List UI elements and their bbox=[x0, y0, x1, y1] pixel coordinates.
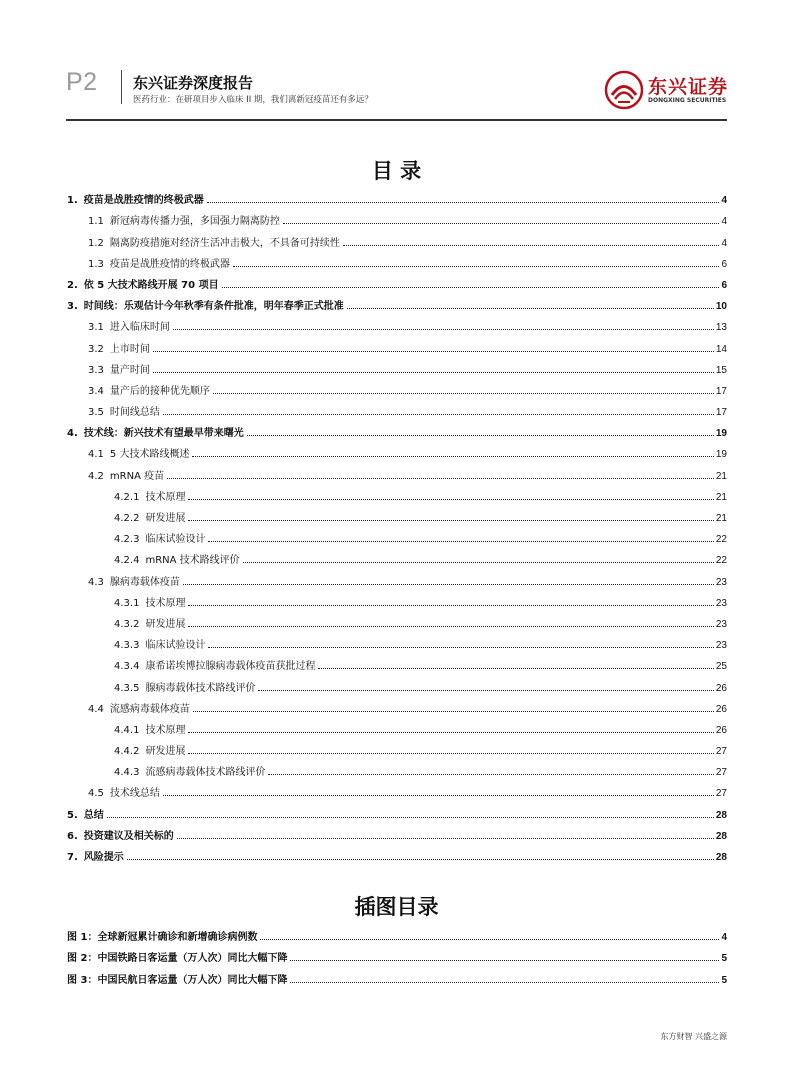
toc-entry-text: 上市时间 bbox=[109, 343, 150, 355]
toc-entry[interactable] bbox=[67, 355, 727, 376]
toc-entry[interactable] bbox=[67, 185, 727, 206]
figure-entry[interactable] bbox=[67, 921, 727, 943]
toc-entry[interactable] bbox=[67, 566, 727, 587]
toc-entry[interactable] bbox=[67, 609, 727, 630]
toc-entry-page: 23 bbox=[715, 640, 727, 652]
toc-entry-page: 17 bbox=[715, 407, 727, 419]
dot-leader bbox=[222, 287, 720, 288]
toc-entry-number: 4.3.5 bbox=[114, 682, 140, 694]
toc-entry[interactable] bbox=[67, 694, 727, 715]
toc-entry-page: 21 bbox=[715, 470, 727, 482]
dot-leader bbox=[260, 939, 719, 940]
dot-leader bbox=[343, 245, 720, 246]
toc-entry-page: 27 bbox=[715, 746, 727, 758]
toc-entry-text: 研发进展 bbox=[145, 618, 186, 630]
toc-entry-page: 22 bbox=[715, 534, 727, 546]
dot-leader bbox=[127, 859, 714, 860]
toc-entry-page: 4 bbox=[721, 195, 727, 207]
toc-entry[interactable] bbox=[67, 439, 727, 460]
toc-entry-text: 技术原理 bbox=[145, 597, 186, 609]
toc-entry-number: 3. bbox=[67, 301, 78, 313]
dot-leader bbox=[163, 795, 714, 796]
dot-leader bbox=[107, 817, 714, 818]
toc-entry[interactable] bbox=[67, 524, 727, 545]
toc-entry-page: 28 bbox=[715, 830, 727, 842]
toc-entry-number: 4.4.1 bbox=[114, 724, 140, 736]
toc-entry[interactable] bbox=[67, 778, 727, 799]
toc-entry[interactable] bbox=[67, 503, 727, 524]
dot-leader bbox=[188, 520, 713, 521]
toc-entry-text: mRNA 疫苗 bbox=[109, 470, 165, 482]
toc-entry-number: 3.1 bbox=[88, 322, 104, 334]
toc-entry[interactable] bbox=[67, 630, 727, 651]
toc-entry-text: 技术原理 bbox=[145, 724, 186, 736]
toc-entry-text: 腺病毒载体技术路线评价 bbox=[145, 682, 256, 694]
toc-entry-page: 27 bbox=[715, 788, 727, 800]
toc-entry-text: 依 5 大技术路线开展 70 项目 bbox=[83, 279, 219, 291]
dot-leader bbox=[188, 753, 713, 754]
toc-entry[interactable] bbox=[67, 291, 727, 312]
toc-entry-number: 5. bbox=[67, 809, 78, 821]
dot-leader bbox=[177, 838, 714, 839]
toc-entry-number: 4.4.2 bbox=[114, 746, 140, 758]
figure-entry-text: 图 2：中国铁路日客运量（万人次）同比大幅下降 bbox=[67, 953, 288, 964]
logo-emblem-icon bbox=[604, 70, 644, 110]
footer-slogan: 东方财智 兴盛之源 bbox=[660, 1032, 727, 1041]
toc-entry-page: 23 bbox=[715, 597, 727, 609]
dot-leader bbox=[208, 647, 713, 648]
figures-title: 插图目录 bbox=[354, 895, 439, 919]
table-of-contents bbox=[67, 185, 727, 863]
logo-text: 东兴证券 bbox=[648, 76, 729, 98]
toc-entry-text: 风险提示 bbox=[83, 852, 124, 863]
toc-entry-text: 临床试验设计 bbox=[145, 534, 206, 546]
toc-entry-text: 时间线总结 bbox=[109, 407, 160, 419]
toc-entry-page: 21 bbox=[715, 491, 727, 503]
figure-entry[interactable] bbox=[67, 964, 727, 986]
toc-entry-number: 4.3 bbox=[88, 576, 104, 588]
toc-entry-number: 2. bbox=[67, 279, 78, 291]
toc-entry-number: 1.3 bbox=[88, 258, 104, 270]
toc-entry-number: 4.2.2 bbox=[114, 513, 140, 524]
toc-entry-number: 3.2 bbox=[88, 343, 104, 355]
toc-entry-page: 15 bbox=[715, 364, 727, 376]
toc-entry[interactable] bbox=[67, 206, 727, 227]
toc-entry-text: 疫苗是战胜疫情的终极武器 bbox=[83, 195, 204, 207]
toc-entry-number: 4.3.2 bbox=[114, 618, 140, 630]
toc-entry-text: 投资建议及相关标的 bbox=[83, 830, 174, 842]
toc-entry-number: 4.2 bbox=[88, 470, 104, 482]
list-of-figures bbox=[67, 921, 727, 986]
toc-entry-text: 量产后的接种优先顺序 bbox=[109, 385, 210, 397]
toc-entry-text: 腺病毒载体疫苗 bbox=[109, 576, 180, 588]
toc-entry[interactable] bbox=[67, 545, 727, 566]
dot-leader bbox=[207, 202, 720, 203]
toc-entry-text: 隔离防疫措施对经济生活冲击极大，不具备可持续性 bbox=[109, 237, 340, 249]
toc-entry-number: 4. bbox=[67, 428, 78, 440]
figure-entry-page: 5 bbox=[721, 953, 727, 964]
toc-entry[interactable] bbox=[67, 821, 727, 842]
toc-entry-text: 新冠病毒传播力强，多国强力隔离防控 bbox=[109, 216, 280, 228]
dot-leader bbox=[290, 960, 719, 961]
toc-entry-text: 技术线：新兴技术有望最早带来曙光 bbox=[83, 428, 244, 440]
dot-leader bbox=[153, 351, 714, 352]
page-number: P2 bbox=[66, 68, 98, 96]
toc-entry-number: 7. bbox=[67, 852, 78, 863]
toc-entry-text: 总结 bbox=[83, 809, 104, 821]
toc-entry-number: 4.3.3 bbox=[114, 640, 140, 652]
figure-entry[interactable] bbox=[67, 943, 727, 965]
toc-entry-page: 6 bbox=[721, 258, 727, 270]
toc-entry-page: 26 bbox=[715, 703, 727, 715]
toc-entry[interactable] bbox=[67, 460, 727, 481]
toc-entry-number: 6. bbox=[67, 830, 78, 842]
dot-leader bbox=[318, 668, 713, 669]
toc-entry-number: 4.4 bbox=[88, 703, 104, 715]
toc-entry-page: 17 bbox=[715, 385, 727, 397]
toc-entry-number: 1.1 bbox=[88, 216, 104, 228]
toc-entry-number: 1. bbox=[67, 195, 78, 207]
toc-entry-page: 14 bbox=[715, 343, 727, 355]
toc-entry-page: 28 bbox=[715, 852, 727, 863]
dot-leader bbox=[188, 626, 713, 627]
dot-leader bbox=[268, 774, 713, 775]
toc-entry-page: 4 bbox=[721, 237, 727, 249]
page-header bbox=[0, 0, 793, 125]
toc-entry[interactable] bbox=[67, 227, 727, 248]
toc-entry-number: 4.1 bbox=[88, 449, 104, 461]
toc-entry-text: 康希诺埃博拉腺病毒载体疫苗获批过程 bbox=[145, 661, 316, 673]
dot-leader bbox=[188, 499, 713, 500]
toc-entry[interactable] bbox=[67, 482, 727, 503]
toc-entry-text: 流感病毒载体疫苗 bbox=[109, 703, 190, 715]
toc-entry-text: 临床试验设计 bbox=[145, 640, 206, 652]
toc-entry-page: 19 bbox=[715, 449, 727, 461]
dot-leader bbox=[247, 435, 714, 436]
toc-entry-page: 21 bbox=[715, 513, 727, 524]
toc-entry-text: 研发进展 bbox=[145, 513, 186, 524]
toc-entry-page: 19 bbox=[715, 428, 727, 440]
dot-leader bbox=[258, 690, 713, 691]
toc-entry-text: 时间线：乐观估计今年秋季有条件批准，明年春季正式批准 bbox=[83, 301, 344, 313]
toc-entry-page: 26 bbox=[715, 724, 727, 736]
logo-subtext: DONGXING SECURITIES bbox=[648, 97, 727, 104]
toc-entry-page: 13 bbox=[715, 322, 727, 334]
toc-entry-number: 4.2.3 bbox=[114, 534, 140, 546]
toc-entry-number: 3.4 bbox=[88, 385, 104, 397]
toc-entry-number: 4.2.1 bbox=[114, 491, 140, 503]
toc-entry-number: 4.2.4 bbox=[114, 555, 140, 567]
dot-leader bbox=[213, 393, 714, 394]
toc-entry-page: 26 bbox=[715, 682, 727, 694]
toc-title: 目 录 bbox=[371, 159, 422, 183]
dot-leader bbox=[188, 605, 713, 606]
dot-leader bbox=[188, 732, 713, 733]
dot-leader bbox=[167, 478, 714, 479]
dot-leader bbox=[173, 329, 714, 330]
report-title: 东兴证券深度报告 bbox=[133, 74, 254, 92]
figure-entry-page: 4 bbox=[721, 931, 727, 943]
dot-leader bbox=[192, 456, 713, 457]
toc-entry[interactable] bbox=[67, 842, 727, 863]
figure-entry-text: 图 3：中国民航日客运量（万人次）同比大幅下降 bbox=[67, 974, 288, 986]
toc-entry[interactable] bbox=[67, 651, 727, 672]
toc-entry[interactable] bbox=[67, 715, 727, 736]
dot-leader bbox=[243, 562, 714, 563]
toc-entry[interactable] bbox=[67, 736, 727, 757]
toc-entry-number: 4.5 bbox=[88, 788, 104, 800]
toc-entry[interactable] bbox=[67, 376, 727, 397]
toc-entry-text: 进入临床时间 bbox=[109, 322, 170, 334]
figure-entry-text: 图 1：全球新冠累计确诊和新增确诊病例数 bbox=[67, 931, 258, 943]
report-subtitle: 医药行业：在研项目步入临床 II 期，我们离新冠疫苗还有多远？ bbox=[133, 95, 373, 105]
toc-entry-text: 5 大技术路线概述 bbox=[109, 449, 190, 461]
figure-entry-page: 5 bbox=[721, 974, 727, 986]
toc-entry-page: 28 bbox=[715, 809, 727, 821]
toc-entry[interactable] bbox=[67, 757, 727, 778]
toc-entry-page: 23 bbox=[715, 576, 727, 588]
toc-entry-page: 4 bbox=[721, 216, 727, 228]
toc-entry-number: 4.3.4 bbox=[114, 661, 140, 673]
dot-leader bbox=[208, 541, 713, 542]
dot-leader bbox=[290, 982, 719, 983]
toc-entry[interactable] bbox=[67, 397, 727, 418]
dot-leader bbox=[193, 711, 714, 712]
toc-entry[interactable] bbox=[67, 588, 727, 609]
toc-entry-number: 4.4.3 bbox=[114, 767, 140, 779]
toc-entry-number: 1.2 bbox=[88, 237, 104, 249]
dot-leader bbox=[283, 223, 720, 224]
header-divider bbox=[121, 70, 122, 104]
dot-leader bbox=[347, 308, 714, 309]
toc-entry[interactable] bbox=[67, 312, 727, 333]
toc-entry[interactable] bbox=[67, 799, 727, 820]
toc-entry[interactable] bbox=[67, 249, 727, 270]
dot-leader bbox=[183, 584, 714, 585]
toc-entry[interactable] bbox=[67, 418, 727, 439]
toc-entry-number: 4.3.1 bbox=[114, 597, 140, 609]
toc-entry-page: 27 bbox=[715, 767, 727, 779]
toc-entry-text: 研发进展 bbox=[145, 746, 186, 758]
toc-entry-text: mRNA 技术路线评价 bbox=[145, 555, 240, 567]
header-rule bbox=[66, 119, 727, 121]
toc-entry-text: 量产时间 bbox=[109, 364, 150, 376]
dot-leader bbox=[163, 414, 714, 415]
toc-entry-text: 技术线总结 bbox=[109, 788, 160, 800]
toc-entry-number: 3.5 bbox=[88, 407, 104, 419]
toc-entry-text: 疫苗是战胜疫情的终极武器 bbox=[109, 258, 230, 270]
toc-entry-page: 25 bbox=[715, 661, 727, 673]
toc-entry[interactable] bbox=[67, 333, 727, 354]
toc-entry-text: 技术原理 bbox=[145, 491, 186, 503]
toc-entry-page: 10 bbox=[715, 301, 727, 313]
toc-entry[interactable] bbox=[67, 672, 727, 693]
toc-entry-number: 3.3 bbox=[88, 364, 104, 376]
toc-entry-page: 6 bbox=[721, 279, 727, 291]
toc-entry-page: 23 bbox=[715, 618, 727, 630]
dot-leader bbox=[233, 266, 720, 267]
toc-entry[interactable] bbox=[67, 270, 727, 291]
company-logo bbox=[604, 70, 728, 110]
toc-entry-text: 流感病毒载体技术路线评价 bbox=[145, 767, 266, 779]
toc-entry-page: 22 bbox=[715, 555, 727, 567]
dot-leader bbox=[153, 372, 714, 373]
